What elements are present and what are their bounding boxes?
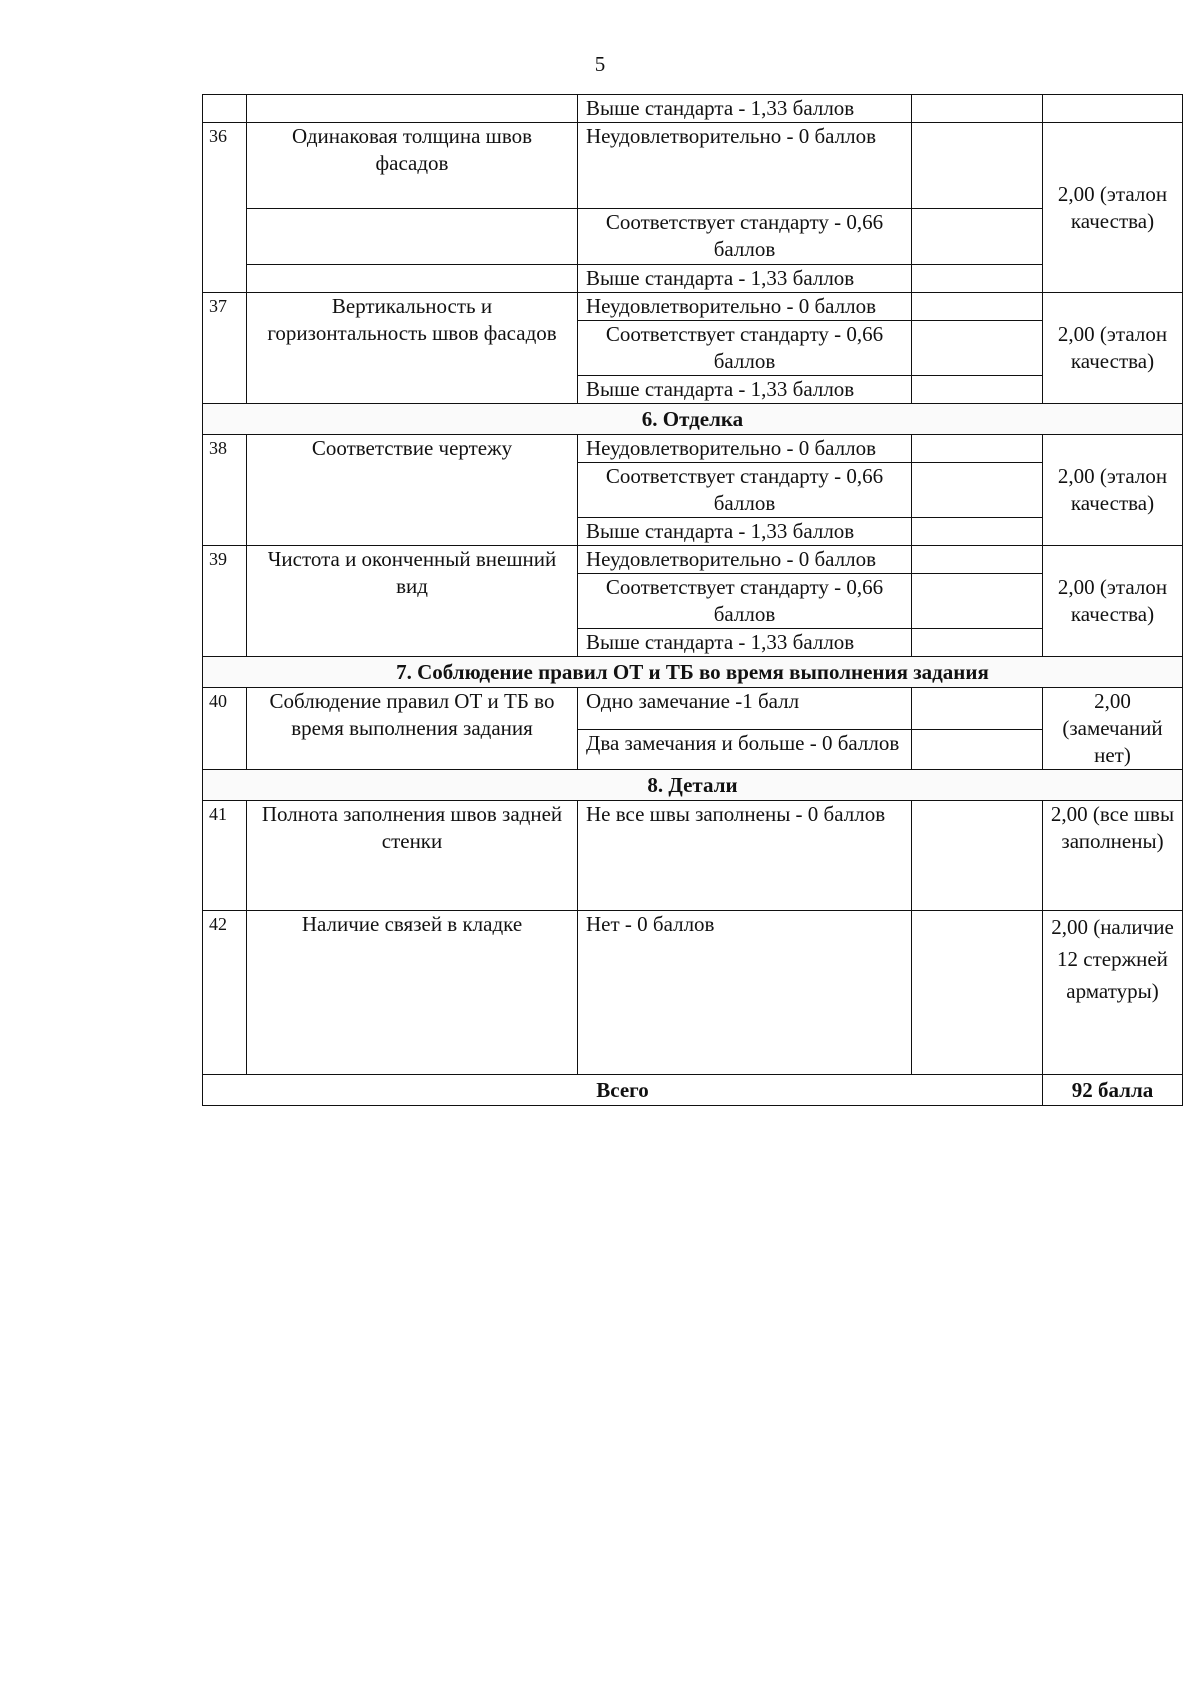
criterion-name bbox=[247, 209, 578, 265]
score-cell bbox=[912, 574, 1043, 629]
level-unsatisfactory: Неудовлетворительно - 0 баллов bbox=[578, 435, 912, 463]
level-above: Выше стандарта - 1,33 баллов bbox=[578, 518, 912, 546]
level-standard: Соответствует стандарту - 0,66 баллов bbox=[578, 574, 912, 629]
score-cell bbox=[912, 730, 1043, 770]
max-score: 2,00 (эталон качества) bbox=[1043, 293, 1183, 404]
criterion-number: 36 bbox=[203, 123, 247, 293]
level-unsatisfactory: Неудовлетворительно - 0 баллов bbox=[578, 546, 912, 574]
criterion-name: Полнота заполнения швов задней стенки bbox=[247, 801, 578, 911]
section-header-row bbox=[203, 657, 1183, 688]
criterion-name: Соответствие чертежу bbox=[247, 435, 578, 546]
score-cell bbox=[912, 209, 1043, 265]
total-row bbox=[203, 1075, 1183, 1106]
max-score: 2,00 (эталон качества) bbox=[1043, 546, 1183, 657]
section-header-row bbox=[203, 770, 1183, 801]
max-score-cell bbox=[1043, 95, 1183, 123]
score-cell bbox=[912, 801, 1043, 911]
level-unfilled: Не все швы заполнены - 0 баллов bbox=[578, 801, 912, 911]
table-row bbox=[203, 209, 1183, 265]
table-row bbox=[203, 293, 1183, 321]
level-none: Нет - 0 баллов bbox=[578, 911, 912, 1075]
table-row bbox=[203, 911, 1183, 1075]
criterion-name: Соблюдение правил ОТ и ТБ во время выполнения задания bbox=[247, 688, 578, 770]
max-score: 2,00 (наличие 12 стержней арматуры) bbox=[1043, 911, 1183, 1075]
max-score: 2,00 (эталон качества) bbox=[1043, 435, 1183, 546]
level-one-remark: Одно замечание -1 балл bbox=[578, 688, 912, 730]
table-row bbox=[203, 688, 1183, 730]
table-row bbox=[203, 123, 1183, 209]
table-row bbox=[203, 265, 1183, 293]
score-cell bbox=[912, 546, 1043, 574]
table-row bbox=[203, 546, 1183, 574]
score-cell bbox=[912, 123, 1043, 209]
criterion-number: 41 bbox=[203, 801, 247, 911]
level-standard: Соответствует стандарту - 0,66 баллов bbox=[578, 321, 912, 376]
criterion-number: 42 bbox=[203, 911, 247, 1075]
level-unsatisfactory: Неудовлетворительно - 0 баллов bbox=[578, 123, 912, 209]
score-cell bbox=[912, 95, 1043, 123]
score-cell bbox=[912, 435, 1043, 463]
level-above: Выше стандарта - 1,33 баллов bbox=[578, 376, 912, 404]
score-cell bbox=[912, 463, 1043, 518]
level-above: Выше стандарта - 1,33 баллов bbox=[578, 629, 912, 657]
score-cell bbox=[912, 265, 1043, 293]
criterion-name bbox=[247, 95, 578, 123]
section-title: 8. Детали bbox=[203, 770, 1183, 801]
score-cell bbox=[912, 518, 1043, 546]
table-row bbox=[203, 95, 1183, 123]
criterion-name: Чистота и оконченный внешний вид bbox=[247, 546, 578, 657]
criterion-name bbox=[247, 265, 578, 293]
criterion-name: Наличие связей в кладке bbox=[247, 911, 578, 1075]
criterion-number bbox=[203, 95, 247, 123]
criterion-number: 40 bbox=[203, 688, 247, 770]
score-table bbox=[202, 94, 1183, 1106]
page-number: 5 bbox=[594, 52, 606, 76]
score-cell bbox=[912, 376, 1043, 404]
level-standard: Соответствует стандарту - 0,66 баллов bbox=[578, 209, 912, 265]
table-row bbox=[203, 801, 1183, 911]
criterion-name: Вертикальность и горизонтальность швов фасадов bbox=[247, 293, 578, 404]
criterion-number: 38 bbox=[203, 435, 247, 546]
score-cell bbox=[912, 629, 1043, 657]
max-score: 2,00 (замечаний нет) bbox=[1043, 688, 1183, 770]
score-cell bbox=[912, 293, 1043, 321]
level-above: Выше стандарта - 1,33 баллов bbox=[578, 95, 912, 123]
criterion-number: 39 bbox=[203, 546, 247, 657]
level-unsatisfactory: Неудовлетворительно - 0 баллов bbox=[578, 293, 912, 321]
score-cell bbox=[912, 911, 1043, 1075]
level-standard: Соответствует стандарту - 0,66 баллов bbox=[578, 463, 912, 518]
table-row bbox=[203, 435, 1183, 463]
total-value: 92 балла bbox=[1043, 1075, 1183, 1106]
score-cell bbox=[912, 688, 1043, 730]
section-title: 7. Соблюдение правил ОТ и ТБ во время выполнения задания bbox=[203, 657, 1183, 688]
criterion-name: Одинаковая толщина швов фасадов bbox=[247, 123, 578, 209]
score-cell bbox=[912, 321, 1043, 376]
level-two-remarks: Два замечания и больше - 0 баллов bbox=[578, 730, 912, 770]
level-above: Выше стандарта - 1,33 баллов bbox=[578, 265, 912, 293]
total-label: Всего bbox=[203, 1075, 1043, 1106]
criterion-number: 37 bbox=[203, 293, 247, 404]
max-score: 2,00 (все швы заполнены) bbox=[1043, 801, 1183, 911]
section-title: 6. Отделка bbox=[203, 404, 1183, 435]
section-header-row bbox=[203, 404, 1183, 435]
max-score: 2,00 (эталон качества) bbox=[1043, 123, 1183, 293]
